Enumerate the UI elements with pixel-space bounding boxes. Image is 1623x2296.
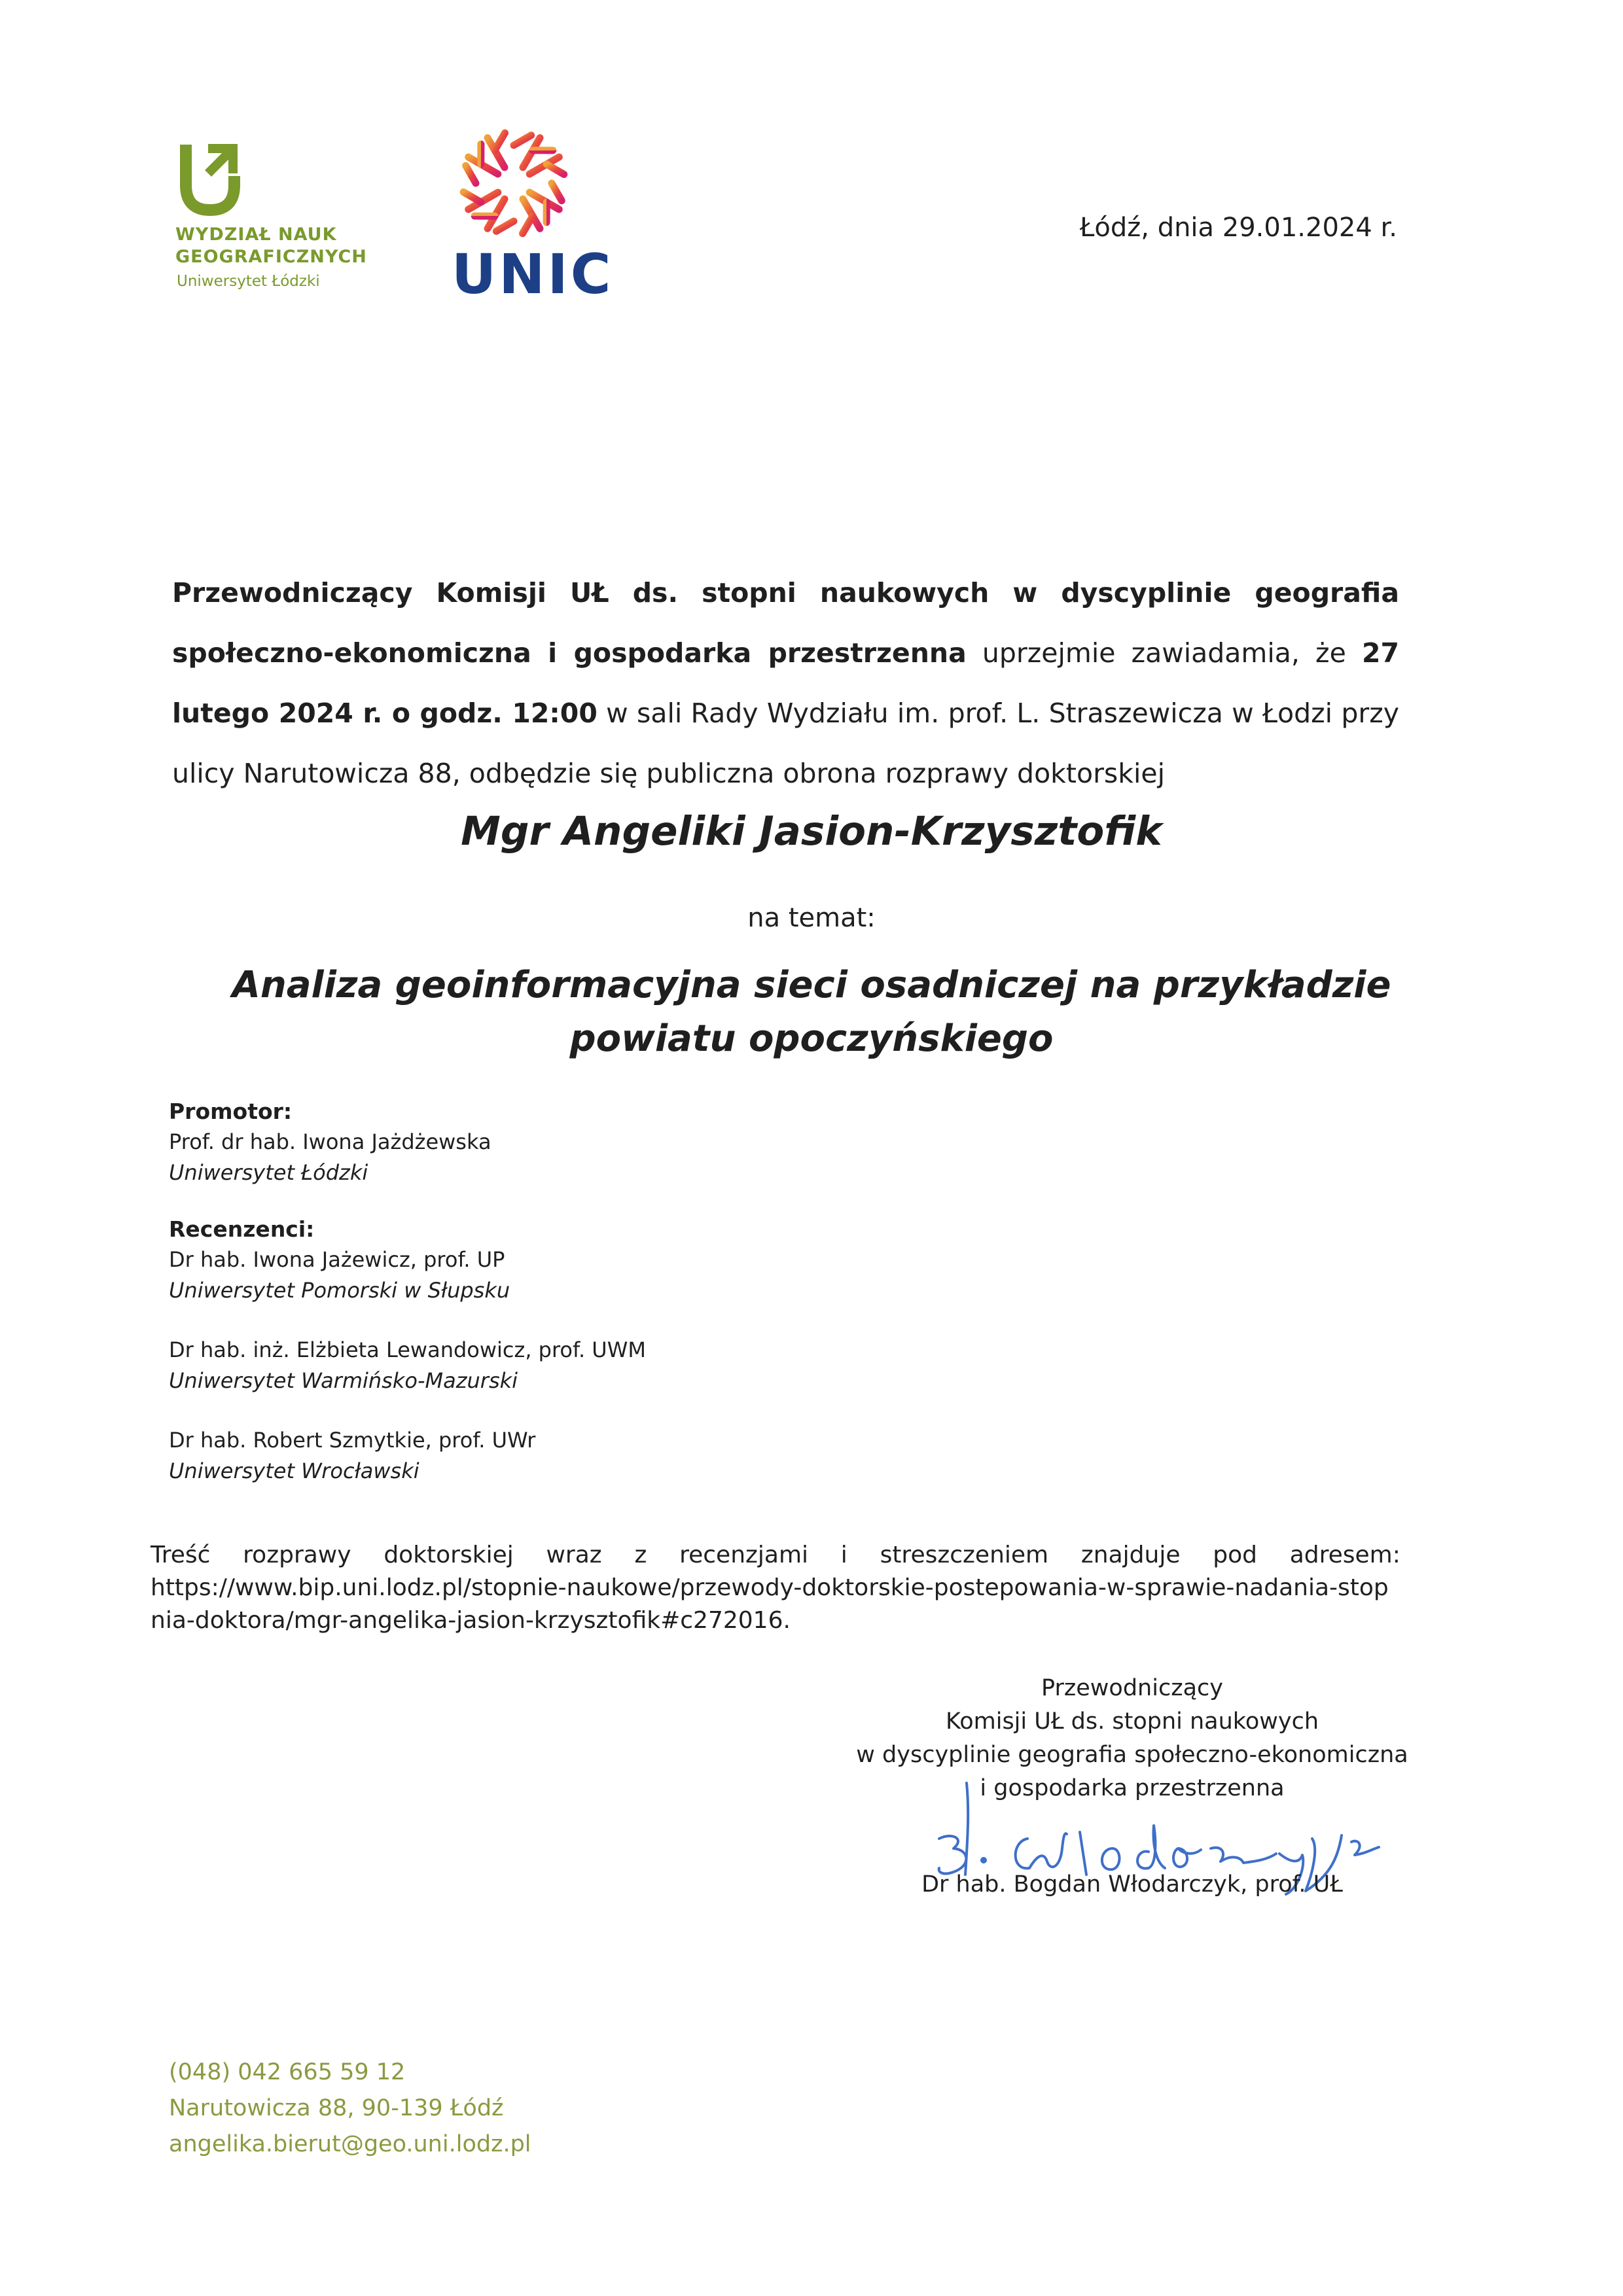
dissertation-url: https://www.bip.uni.lodz.pl/stopnie-naukowe/przewody-doktorskie-postepowania-w-sprawie-nadania-stopnia-doktora/mgr-angelika-jasion-krzysztofik#c272016. xyxy=(151,1574,1389,1634)
promoter-section xyxy=(169,1096,491,1188)
announcement-committee: Przewodniczący Komisji UŁ ds. stopni naukowych w dyscyplinie geografia społeczno-ekonomiczna i gospodarka przestrzenna xyxy=(172,577,1399,669)
on-topic-label: na temat: xyxy=(747,903,876,933)
note-text: Treść rozprawy doktorskiej wraz z recenzjami i streszczeniem znajduje pod adresem: xyxy=(151,1542,1400,1568)
chair-title-line: i gospodarka przestrzenna xyxy=(980,1775,1285,1801)
faculty-university: Uniwersytet Łódzki xyxy=(177,273,320,290)
reviewer-institution: Uniwersytet Warmińsko-Mazurski xyxy=(169,1368,518,1393)
contact-phone: (048) 042 665 59 12 xyxy=(169,2059,406,2085)
reviewer-name: Dr hab. Robert Szmytkie, prof. UWr xyxy=(169,1428,536,1453)
contact-email: angelika.bierut@geo.uni.lodz.pl xyxy=(169,2131,531,2157)
reviewers-section xyxy=(169,1214,646,1487)
unic-wordmark: UNIC xyxy=(452,242,614,306)
ul-logo-icon xyxy=(174,139,246,218)
thesis-title: Analiza geoinformacyjna sieci osadniczej na przykładzie powiatu opoczyńskiego xyxy=(232,964,1391,1060)
reviewer-name: Dr hab. inż. Elżbieta Lewandowicz, prof. UWM xyxy=(169,1337,646,1362)
reviewer-name: Dr hab. Iwona Jażewicz, prof. UP xyxy=(169,1247,505,1272)
unic-star-fork xyxy=(546,164,564,175)
announcement-text-1: uprzejmie zawiadamia, że xyxy=(966,637,1362,669)
unic-star-fork xyxy=(495,133,505,150)
announcement-paragraph xyxy=(172,563,1399,804)
handwritten-signature xyxy=(913,1776,1443,1927)
chair-title-line: Przewodniczący xyxy=(1041,1675,1223,1701)
contact-address: Narutowicza 88, 90-139 Łódź xyxy=(169,2095,504,2121)
promoter-label: Promotor: xyxy=(169,1099,293,1124)
reviewer-institution: Uniwersytet Wrocławski xyxy=(169,1458,419,1483)
chair-title-line: Komisji UŁ ds. stopni naukowych xyxy=(946,1708,1319,1735)
signer-name: Dr hab. Bogdan Włodarczyk, prof. UŁ xyxy=(921,1871,1343,1898)
announcement-text-2: w sali Rady Wydziału im. prof. L. Straszewicza w Łodzi przy ulicy Narutowicza 88, odbędzie się publiczna obrona rozprawy doktorskiej xyxy=(172,698,1400,789)
faculty-logo xyxy=(169,134,391,304)
promoter-name: Prof. dr hab. Iwona Jażdżewska xyxy=(169,1129,491,1154)
reviewer-institution: Uniwersytet Pomorski w Słupsku xyxy=(169,1278,510,1303)
reviewers-label: Recenzenci: xyxy=(169,1216,315,1242)
unic-star-icon xyxy=(448,118,579,249)
faculty-name-line1: WYDZIAŁ NAUK xyxy=(175,224,337,245)
promoter-institution: Uniwersytet Łódzki xyxy=(169,1160,368,1185)
unic-logo xyxy=(448,118,614,308)
document-date: Łódź, dnia 29.01.2024 r. xyxy=(1079,213,1397,243)
unic-star-fork xyxy=(463,192,481,203)
dissertation-note xyxy=(151,1539,1400,1637)
unic-star-fork xyxy=(523,216,533,234)
faculty-name-line2: GEOGRAFICZNYCH xyxy=(175,247,367,267)
candidate-name: Mgr Angeliki Jasion-Krzysztofik xyxy=(461,808,1162,855)
chair-title-line: w dyscyplinie geografia społeczno-ekonomiczna xyxy=(856,1742,1408,1768)
contact-block xyxy=(169,2055,531,2163)
announcement-date-time: 27 lutego 2024 r. o godz. 12:00 xyxy=(172,637,1399,729)
